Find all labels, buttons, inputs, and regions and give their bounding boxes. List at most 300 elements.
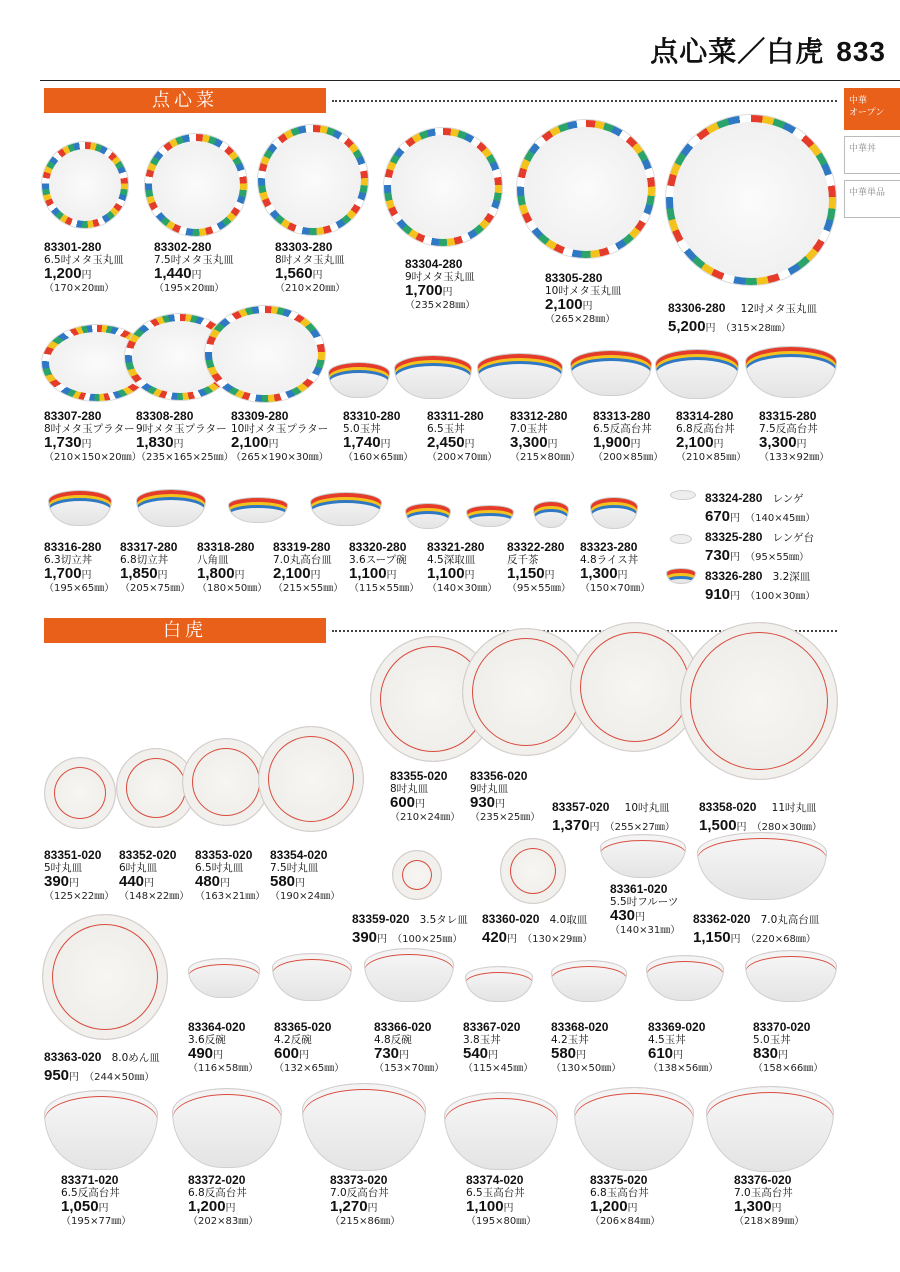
product-code: 83352-020 [119, 848, 177, 862]
product-image [745, 346, 837, 398]
product-size: （100×30㎜） [745, 591, 816, 602]
product-name: 3.5タレ皿 [419, 914, 468, 926]
product-size: （158×66㎜） [753, 1063, 824, 1074]
product-code: 83301-280 [44, 240, 102, 254]
product-code: 83357-020 [552, 800, 610, 814]
yen-unit: 円 [442, 287, 453, 298]
yen-unit: 円 [415, 799, 426, 810]
product-code: 83376-020 [734, 1173, 792, 1187]
yen-unit: 円 [630, 439, 641, 450]
product-size: （210×24㎜） [390, 812, 461, 823]
product-name: 10吋メタ玉丸皿 [545, 285, 622, 297]
product-image [405, 503, 451, 529]
product-name: 4.5玉丼 [648, 1034, 686, 1046]
product-83320[interactable] [349, 541, 419, 595]
product-size: （218×89㎜） [734, 1216, 805, 1227]
product-price: 730 [705, 547, 731, 564]
product-size: （160×65㎜） [343, 452, 414, 463]
product-name: 4.5深取皿 [427, 554, 476, 566]
product-size: （205×75㎜） [120, 583, 191, 594]
section-divider [332, 100, 837, 102]
product-size: （153×70㎜） [374, 1063, 445, 1074]
product-name: 6.8反高台丼 [188, 1187, 247, 1199]
product-image [655, 349, 739, 399]
product-name: 6.5吋丸皿 [195, 862, 244, 874]
product-83369[interactable] [648, 1021, 718, 1075]
product-size: （215×80㎜） [510, 452, 581, 463]
yen-unit: 円 [713, 439, 724, 450]
product-image [228, 497, 288, 523]
product-price: 2,100 [231, 434, 269, 451]
product-name: 8吋メタ玉プラター [44, 423, 135, 435]
product-name: 9吋メタ玉丸皿 [405, 271, 475, 283]
product-83359[interactable] [352, 908, 468, 947]
yen-unit: 円 [464, 570, 475, 581]
product-83322[interactable] [507, 541, 571, 595]
product-83307[interactable] [44, 410, 142, 464]
product-code: 83374-020 [466, 1173, 524, 1187]
product-83373[interactable] [330, 1174, 400, 1228]
yen-unit: 円 [225, 1203, 236, 1214]
yen-unit: 円 [771, 1203, 782, 1214]
product-image [680, 622, 838, 780]
product-name: 3.2深皿 [772, 571, 811, 583]
product-83305[interactable] [545, 272, 621, 326]
product-code: 83305-280 [545, 271, 603, 285]
product-price: 1,700 [44, 565, 82, 582]
product-price: 3,300 [759, 434, 797, 451]
product-image [302, 1083, 426, 1171]
product-image [182, 738, 270, 826]
product-size: （140×31㎜） [610, 925, 681, 936]
product-price: 430 [610, 907, 636, 924]
product-83323[interactable] [580, 541, 650, 595]
product-code: 83354-020 [270, 848, 328, 862]
product-size: （140×30㎜） [427, 583, 498, 594]
tab-chuka-open[interactable]: 中華 オープン [844, 88, 900, 130]
product-price: 830 [753, 1045, 779, 1062]
product-image [42, 142, 128, 228]
yen-unit: 円 [576, 1050, 587, 1061]
product-size: （95×55㎜） [507, 583, 571, 594]
product-name: 10吋丸皿 [624, 802, 670, 814]
yen-unit: 円 [144, 878, 155, 889]
product-image [258, 726, 364, 832]
yen-unit: 円 [367, 1203, 378, 1214]
product-code: 83375-020 [590, 1173, 648, 1187]
product-83353[interactable] [195, 849, 265, 903]
yen-unit: 円 [730, 552, 741, 563]
yen-unit: 円 [69, 1072, 80, 1083]
product-83352[interactable] [119, 849, 189, 903]
product-code: 83303-280 [275, 240, 333, 254]
product-code: 83322-280 [507, 540, 565, 554]
product-size: （265×190×30㎜） [231, 452, 329, 463]
product-83368[interactable] [551, 1021, 621, 1075]
product-image [205, 306, 325, 402]
product-code: 83369-020 [648, 1020, 706, 1034]
yen-unit: 円 [81, 570, 92, 581]
product-83374[interactable] [466, 1174, 536, 1228]
product-code: 83304-280 [405, 257, 463, 271]
yen-unit: 円 [736, 822, 747, 833]
product-83357[interactable] [552, 796, 675, 835]
product-size: （132×65㎜） [274, 1063, 345, 1074]
yen-unit: 円 [488, 1050, 499, 1061]
product-image [136, 489, 206, 527]
product-price: 1,370 [552, 817, 590, 834]
product-image [551, 960, 627, 1002]
yen-unit: 円 [295, 878, 306, 889]
product-price: 670 [705, 508, 731, 525]
product-price: 1,270 [330, 1198, 368, 1215]
product-image [44, 1090, 158, 1170]
product-name: 八角皿 [197, 554, 229, 566]
product-price: 1,800 [197, 565, 235, 582]
yen-unit: 円 [796, 439, 807, 450]
product-price: 1,150 [507, 565, 545, 582]
product-size: （163×21㎜） [195, 891, 266, 902]
product-83304[interactable] [405, 258, 475, 312]
product-83315[interactable] [759, 410, 829, 464]
product-name: 6.8切立丼 [120, 554, 169, 566]
yen-unit: 円 [213, 1050, 224, 1061]
product-code: 83361-020 [610, 882, 668, 896]
product-price: 600 [274, 1045, 300, 1062]
yen-unit: 円 [191, 270, 202, 281]
product-83366[interactable] [374, 1021, 444, 1075]
product-price: 1,830 [136, 434, 174, 451]
product-code: 83323-280 [580, 540, 638, 554]
product-price: 1,850 [120, 565, 158, 582]
product-name: 6.5玉丼 [427, 423, 465, 435]
product-83360[interactable] [482, 908, 592, 947]
product-83316[interactable] [44, 541, 114, 595]
product-name: 9吋丸皿 [470, 783, 509, 795]
product-name: 10吋メタ玉プラター [231, 423, 329, 435]
product-size: （210×85㎜） [676, 452, 747, 463]
product-code: 83368-020 [551, 1020, 609, 1034]
product-price: 910 [705, 586, 731, 603]
yen-unit: 円 [220, 878, 231, 889]
product-code: 83316-280 [44, 540, 102, 554]
page-header [650, 30, 886, 70]
yen-unit: 円 [173, 439, 184, 450]
product-83358[interactable] [699, 796, 822, 835]
product-size: （148×22㎜） [119, 891, 190, 902]
yen-unit: 円 [234, 570, 245, 581]
product-image [394, 355, 472, 399]
product-size: （235×165×25㎜） [136, 452, 234, 463]
product-image [517, 120, 655, 258]
product-price: 480 [195, 873, 221, 890]
product-83319[interactable] [273, 541, 343, 595]
yen-unit: 円 [386, 570, 397, 581]
product-83326[interactable] [705, 565, 815, 604]
product-price: 1,740 [343, 434, 381, 451]
product-code: 83358-020 [699, 800, 757, 814]
product-image [465, 966, 533, 1002]
yen-unit: 円 [310, 570, 321, 581]
product-name: 4.2玉丼 [551, 1034, 589, 1046]
product-name: 3.6反碗 [188, 1034, 226, 1046]
product-image [42, 914, 168, 1040]
yen-unit: 円 [544, 570, 555, 581]
product-code: 83359-020 [352, 912, 410, 926]
yen-unit: 円 [312, 270, 323, 281]
product-83306[interactable] [668, 297, 817, 336]
product-size: （210×20㎜） [275, 283, 346, 294]
product-size: （215×86㎜） [330, 1216, 401, 1227]
product-image [590, 497, 638, 529]
product-price: 1,300 [734, 1198, 772, 1215]
product-83364[interactable] [188, 1021, 258, 1075]
product-image [392, 850, 442, 900]
product-size: （200×85㎜） [593, 452, 664, 463]
product-price: 390 [352, 929, 378, 946]
product-83354[interactable] [270, 849, 340, 903]
product-83375[interactable] [590, 1174, 660, 1228]
product-83372[interactable] [188, 1174, 258, 1228]
product-image [310, 492, 382, 526]
product-name: 7.0玉丼 [510, 423, 548, 435]
product-size: （195×77㎜） [61, 1216, 132, 1227]
product-size: （244×50㎜） [84, 1072, 155, 1083]
yen-unit: 円 [730, 513, 741, 524]
product-code: 83363-020 [44, 1050, 102, 1064]
product-size: （170×20㎜） [44, 283, 115, 294]
product-size: （280×30㎜） [751, 822, 822, 833]
yen-unit: 円 [157, 570, 168, 581]
product-price: 600 [390, 794, 416, 811]
product-83371[interactable] [61, 1174, 131, 1228]
product-code: 83351-020 [44, 848, 102, 862]
product-image [172, 1088, 282, 1168]
product-code: 83325-280 [705, 530, 763, 544]
product-name: 6.5玉高台丼 [466, 1187, 525, 1199]
product-price: 2,100 [273, 565, 311, 582]
product-83325[interactable] [705, 526, 814, 565]
product-size: （235×25㎜） [470, 812, 541, 823]
yen-unit: 円 [399, 1050, 410, 1061]
product-83311[interactable] [427, 410, 497, 464]
yen-unit: 円 [464, 439, 475, 450]
product-size: （190×24㎜） [270, 891, 341, 902]
product-size: （206×84㎜） [590, 1216, 661, 1227]
product-code: 83319-280 [273, 540, 331, 554]
product-price: 1,100 [349, 565, 387, 582]
product-name: レンゲ [772, 493, 804, 505]
section-dim-sum: 点心菜 [44, 88, 326, 113]
product-price: 2,100 [545, 296, 583, 313]
product-code: 83353-020 [195, 848, 253, 862]
product-size: （133×92㎜） [759, 452, 830, 463]
product-price: 390 [44, 873, 70, 890]
product-83351[interactable] [44, 849, 114, 903]
header-rule [40, 80, 900, 81]
product-image [670, 534, 692, 544]
product-price: 5,200 [668, 318, 706, 335]
product-name: 6.5吋メタ玉丸皿 [44, 254, 124, 266]
yen-unit: 円 [503, 1203, 514, 1214]
product-name: 6.5反高台丼 [61, 1187, 120, 1199]
product-size: （180×50㎜） [197, 583, 268, 594]
product-83376[interactable] [734, 1174, 804, 1228]
product-code: 83326-280 [705, 569, 763, 583]
product-image [444, 1092, 558, 1170]
product-name: 6.8反高台丼 [676, 423, 735, 435]
product-name: 3.8玉丼 [463, 1034, 501, 1046]
product-size: （100×25㎜） [392, 934, 463, 945]
product-83312[interactable] [510, 410, 580, 464]
product-size: （265×28㎜） [545, 314, 616, 325]
product-code: 83309-280 [231, 409, 289, 423]
product-image [384, 128, 502, 246]
product-83318[interactable] [197, 541, 267, 595]
product-image [745, 950, 837, 1002]
product-83356[interactable] [470, 770, 540, 824]
product-code: 83370-020 [753, 1020, 811, 1034]
yen-unit: 円 [635, 912, 646, 923]
yen-unit: 円 [507, 934, 518, 945]
product-83309[interactable] [231, 410, 329, 464]
product-price: 1,500 [699, 817, 737, 834]
product-size: （255×27㎜） [604, 822, 675, 833]
product-image [500, 838, 566, 904]
product-name: 5.0玉丼 [753, 1034, 791, 1046]
product-code: 83356-020 [470, 769, 528, 783]
yen-unit: 円 [730, 591, 741, 602]
product-image [697, 832, 827, 900]
product-price: 440 [119, 873, 145, 890]
product-price: 950 [44, 1067, 70, 1084]
product-size: （150×70㎜） [580, 583, 651, 594]
product-price: 2,450 [427, 434, 465, 451]
product-image [666, 568, 696, 584]
product-image [706, 1086, 834, 1172]
product-image [570, 350, 652, 396]
product-image [646, 955, 724, 1001]
yen-unit: 円 [627, 1203, 638, 1214]
product-image [364, 948, 454, 1002]
product-name: 5.5吋フルーツ [610, 896, 679, 908]
product-name: 4.0取皿 [549, 914, 588, 926]
product-price: 930 [470, 794, 496, 811]
product-price: 3,300 [510, 434, 548, 451]
product-image [466, 505, 514, 527]
product-size: （195×20㎜） [154, 283, 225, 294]
product-price: 1,100 [466, 1198, 504, 1215]
product-image [666, 115, 836, 285]
yen-unit: 円 [377, 934, 388, 945]
product-83303[interactable] [275, 241, 345, 295]
product-code: 83321-280 [427, 540, 485, 554]
product-price: 1,700 [405, 282, 443, 299]
product-size: （210×150×20㎜） [44, 452, 142, 463]
product-name: 7.0丸高台皿 [273, 554, 332, 566]
product-code: 83362-020 [693, 912, 751, 926]
yen-unit: 円 [582, 301, 593, 312]
tab-chukadon[interactable]: 中華丼 [844, 136, 900, 174]
product-name: 7.0反高台丼 [330, 1187, 389, 1199]
product-code: 83372-020 [188, 1173, 246, 1187]
yen-unit: 円 [778, 1050, 789, 1061]
product-price: 1,440 [154, 265, 192, 282]
yen-unit: 円 [547, 439, 558, 450]
product-83363[interactable] [44, 1046, 160, 1085]
product-code: 83307-280 [44, 409, 102, 423]
product-83301[interactable] [44, 241, 124, 295]
yen-unit: 円 [299, 1050, 310, 1061]
yen-unit: 円 [81, 439, 92, 450]
product-size: （215×55㎜） [273, 583, 344, 594]
tab-chuka-tanpin[interactable]: 中華単品 [844, 180, 900, 218]
product-83314[interactable] [676, 410, 746, 464]
product-size: （95×55㎜） [745, 552, 809, 563]
product-83321[interactable] [427, 541, 497, 595]
product-image [145, 134, 247, 236]
product-code: 83366-020 [374, 1020, 432, 1034]
product-code: 83373-020 [330, 1173, 388, 1187]
product-price: 1,200 [44, 265, 82, 282]
product-name: 12吋メタ玉丸皿 [740, 303, 818, 315]
product-code: 83320-280 [349, 540, 407, 554]
product-83361[interactable] [610, 883, 680, 937]
product-name: 4.8ライス丼 [580, 554, 639, 566]
product-image [477, 353, 563, 399]
yen-unit: 円 [730, 934, 741, 945]
yen-unit: 円 [98, 1203, 109, 1214]
product-83365[interactable] [274, 1021, 344, 1075]
product-price: 1,150 [693, 929, 731, 946]
product-name: 8吋丸皿 [390, 783, 429, 795]
product-size: （125×22㎜） [44, 891, 115, 902]
product-83310[interactable] [343, 410, 413, 464]
product-size: （235×28㎜） [405, 300, 476, 311]
product-price: 1,200 [590, 1198, 628, 1215]
product-image [272, 953, 352, 1001]
product-code: 83308-280 [136, 409, 194, 423]
product-code: 83365-020 [274, 1020, 332, 1034]
product-code: 83318-280 [197, 540, 255, 554]
product-code: 83355-020 [390, 769, 448, 783]
product-83308[interactable] [136, 410, 234, 464]
product-name: 7.0玉高台丼 [734, 1187, 793, 1199]
product-83362[interactable] [693, 908, 819, 947]
product-size: （195×65㎜） [44, 583, 115, 594]
product-83355[interactable] [390, 770, 460, 824]
product-size: （195×80㎜） [466, 1216, 537, 1227]
product-code: 83367-020 [463, 1020, 521, 1034]
product-size: （202×83㎜） [188, 1216, 259, 1227]
product-83370[interactable] [753, 1021, 823, 1075]
product-size: （115×55㎜） [349, 583, 420, 594]
product-83313[interactable] [593, 410, 663, 464]
product-name: 6.3切立丼 [44, 554, 93, 566]
product-83324[interactable] [705, 487, 815, 526]
product-price: 580 [270, 873, 296, 890]
product-size: （130×29㎜） [522, 934, 593, 945]
product-name: 4.2反碗 [274, 1034, 312, 1046]
product-image [574, 1087, 694, 1171]
product-83302[interactable] [154, 241, 234, 295]
product-price: 420 [482, 929, 508, 946]
product-price: 1,900 [593, 434, 631, 451]
product-83367[interactable] [463, 1021, 533, 1075]
product-83317[interactable] [120, 541, 190, 595]
product-code: 83312-280 [510, 409, 568, 423]
product-price: 730 [374, 1045, 400, 1062]
